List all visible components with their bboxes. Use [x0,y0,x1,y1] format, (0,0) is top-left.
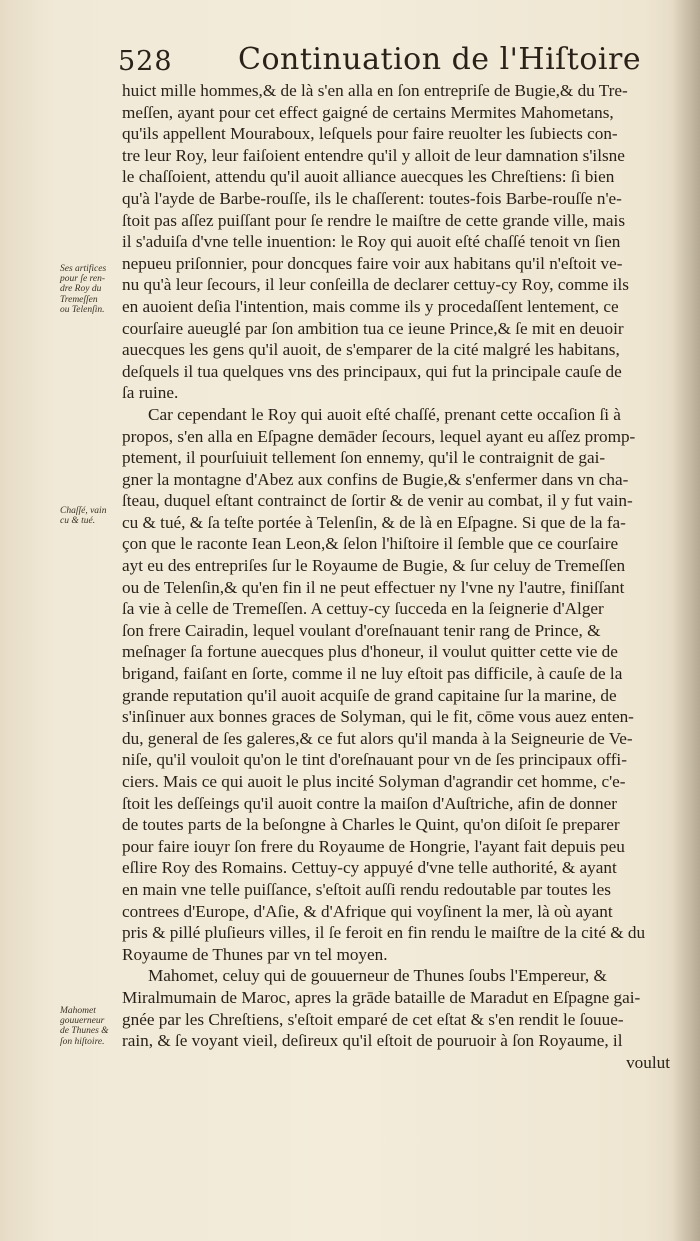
text-line: il s'aduiſa d'vne telle inuention: le Roy qui auoit eſté chaſſé tenoit vn ſien [122,232,621,252]
text-line: ptement, il pourſuiuit tellement ſon ennemy, qu'il le contraignit de gai- [122,448,606,468]
text-line: ciers. Mais ce qui auoit le plus incité Solyman d'agrandir cet homme, c'e- [122,772,626,791]
text-line: gner la montagne d'Abez aux confins de Bugie,& s'enfermer dans vn cha- [122,469,629,489]
text-line: niſe, qu'il vouloit qu'on le tint d'oreſnauant pour vn de ſes principaux offi- [122,750,627,770]
text-line: ayt eu des entrepriſes ſur le Royaume de Bugie, & ſur celuy de Tremeſſen [122,556,626,576]
text-line: du, general de ſes galeres,& ce fut alors qu'il manda à la Seigneurie de Ve- [122,728,633,748]
running-title: Continuation de l'Hiſtoire [238,42,642,77]
text-line: Miralmumain de Maroc, apres la grāde bataille de Maradut en Eſpagne gai- [122,987,641,1007]
text-line: pris & pillé pluſieurs villes, il ſe feroit en fin rendu le maiſtre de la cité & du [122,923,646,943]
page-edge-shadow [672,0,700,1241]
text-line: qu'à l'ayde de Barbe-rouſſe, ils le chaſſerent: toutes-fois Barbe-rouſſe n'e- [122,188,622,208]
text-line: en main vne telle puiſſance, s'eſtoit auſſi rendu redoutable par toutes les [122,879,611,899]
text-line: brigand, faiſant en ſorte, comme il ne luy eſtoit pas difficile, à cauſe de la [122,664,623,684]
text-line: courſaire aueuglé par ſon ambition tua ce ieune Prince,& ſe mit en deuoir [122,318,624,338]
page-number: 528 [118,46,173,77]
margin-note-line: ſon hiſtoire. [60,1036,105,1047]
text-line: meſnager ſa fortune auecques plus d'honeur, il voulut quitter cette vie de [122,642,618,662]
margin-note-line: Chaſſé, vain [60,506,107,516]
text-line: gnée par les Chreſtiens, s'eſtoit emparé de cet eſtat & s'en rendit le ſouue- [122,1009,624,1029]
margin-note-chasse [60,506,122,526]
text-line: propos, s'en alla en Eſpagne demāder ſecours, lequel ayant eu aſſez promp- [122,426,636,446]
margin-note-mahomet [60,1006,122,1047]
margin-note-line: de Thunes & [60,1026,109,1037]
text-line: eſlire Roy des Romains. Cettuy-cy appuyé d'vne telle authorité, & ayant [122,858,617,878]
text-line: nepueu priſonnier, pour doncques faire voir aux habitans qu'il n'eſtoit ve- [122,253,623,273]
text-line: ſa vie à celle de Tremeſſen. A cettuy-cy ſucceda en la ſeignerie d'Alger [122,599,604,619]
text-line: contrees d'Europe, d'Aſie, & d'Afrique qui voyſinent la mer, là où ayant [122,901,613,921]
margin-note-line: pour ſe ren- [60,274,106,285]
margin-note-line: cu & tué. [60,516,96,527]
text-line: tre leur Roy, leur faiſoient entendre qu'il y alloit de leur damnation s'ilsne [122,145,625,165]
margin-note-line: dre Roy du [60,284,102,295]
text-line: meſſen, ayant pour cet effect gaigné de certains Mermites Mahometans, [122,102,614,122]
text-line: cu & tué, & ſa teſte portée à Telenſin, & de là en Eſpagne. Si que de la fa- [122,512,626,532]
text-line: ſtoit pas aſſez puiſſant pour ſe rendre le maiſtre de cette grande ville, mais [122,210,626,230]
text-line: ſon frere Cairadin, lequel voulant d'oreſnauant tenir rang de Prince, & [122,620,601,640]
text-line: de toutes parts de la beſongne à Charles le Quint, qu'on diſoit ſe preparer [122,815,620,835]
text-line: qu'ils appellent Mouraboux, leſquels pour faire reuolter les ſubiects con- [122,124,618,144]
text-line: grande reputation qu'il auoit acquiſe de grand capitaine ſur la marine, de [122,685,617,705]
margin-note-line: gouuerneur [60,1016,105,1027]
text-line: pour faire iouyr ſon frere du Royaume de Hongrie, l'ayant fait depuis peu [122,836,625,856]
margin-note-line: Tremeſſen [60,294,98,305]
text-line: nu qu'à leur ſecours, il leur conſeilla de declarer cettuy-cy Roy, comme ils [122,275,629,295]
text-line: Royaume de Thunes par vn tel moyen. [122,944,388,964]
text-line: auecques les gens qu'il auoit, de s'emparer de la cité malgré les habitans, [122,340,620,360]
text-line: s'inſinuer aux bonnes graces de Solyman, qui le fit, cōme vous auez enten- [122,707,634,727]
margin-note-line: Mahomet [60,1006,96,1016]
margin-note-artifices [60,264,122,315]
text-line: ſa ruine. [122,383,179,403]
text-line: ſteau, duquel eſtant contrainct de ſortir & de venir au combat, il y fut vain- [122,491,633,511]
margin-note-line: ou Telenſin. [60,304,105,315]
text-line: rain, & ſe voyant vieil, deſireux qu'il eſtoit de pouruoir à ſon Royaume, il [122,1031,623,1051]
text-line: en auoient deſia l'intention, mais comme ils y procedaſſent lentement, ce [122,296,619,316]
text-line: ou de Telenſin,& qu'en fin il ne peut effectuer ny l'vne ny l'autre, finiſſant [122,577,625,597]
text-line: huict mille hommes,& de là s'en alla en ſon entrepriſe de Bugie,& du Tre- [122,81,628,100]
margin-note-line: Ses artifices [60,264,107,274]
text-line: ſtoit les deſſeings qu'il auoit contre la maiſon d'Auſtriche, afin de donner [122,793,617,813]
catchword: voulut [626,1052,670,1072]
text-line: çon que le raconte Iean Leon,& ſelon l'hiſtoire il ſemble que ce courſaire [122,534,619,554]
paragraph-start-line: Mahomet, celuy qui de gouuerneur de Thunes ſoubs l'Empereur, & [148,966,607,986]
text-line: deſquels il tua quelques vns des principaux, qui fut la principale cauſe de [122,361,622,381]
text-line: le chaſſoient, attendu qu'il auoit alliance auecques les Chreſtiens: ſi bien [122,167,615,187]
body-text [122,80,672,1073]
paragraph-start-line: Car cependant le Roy qui auoit eſté chaſſé, prenant cette occaſion ſi à [148,404,621,424]
